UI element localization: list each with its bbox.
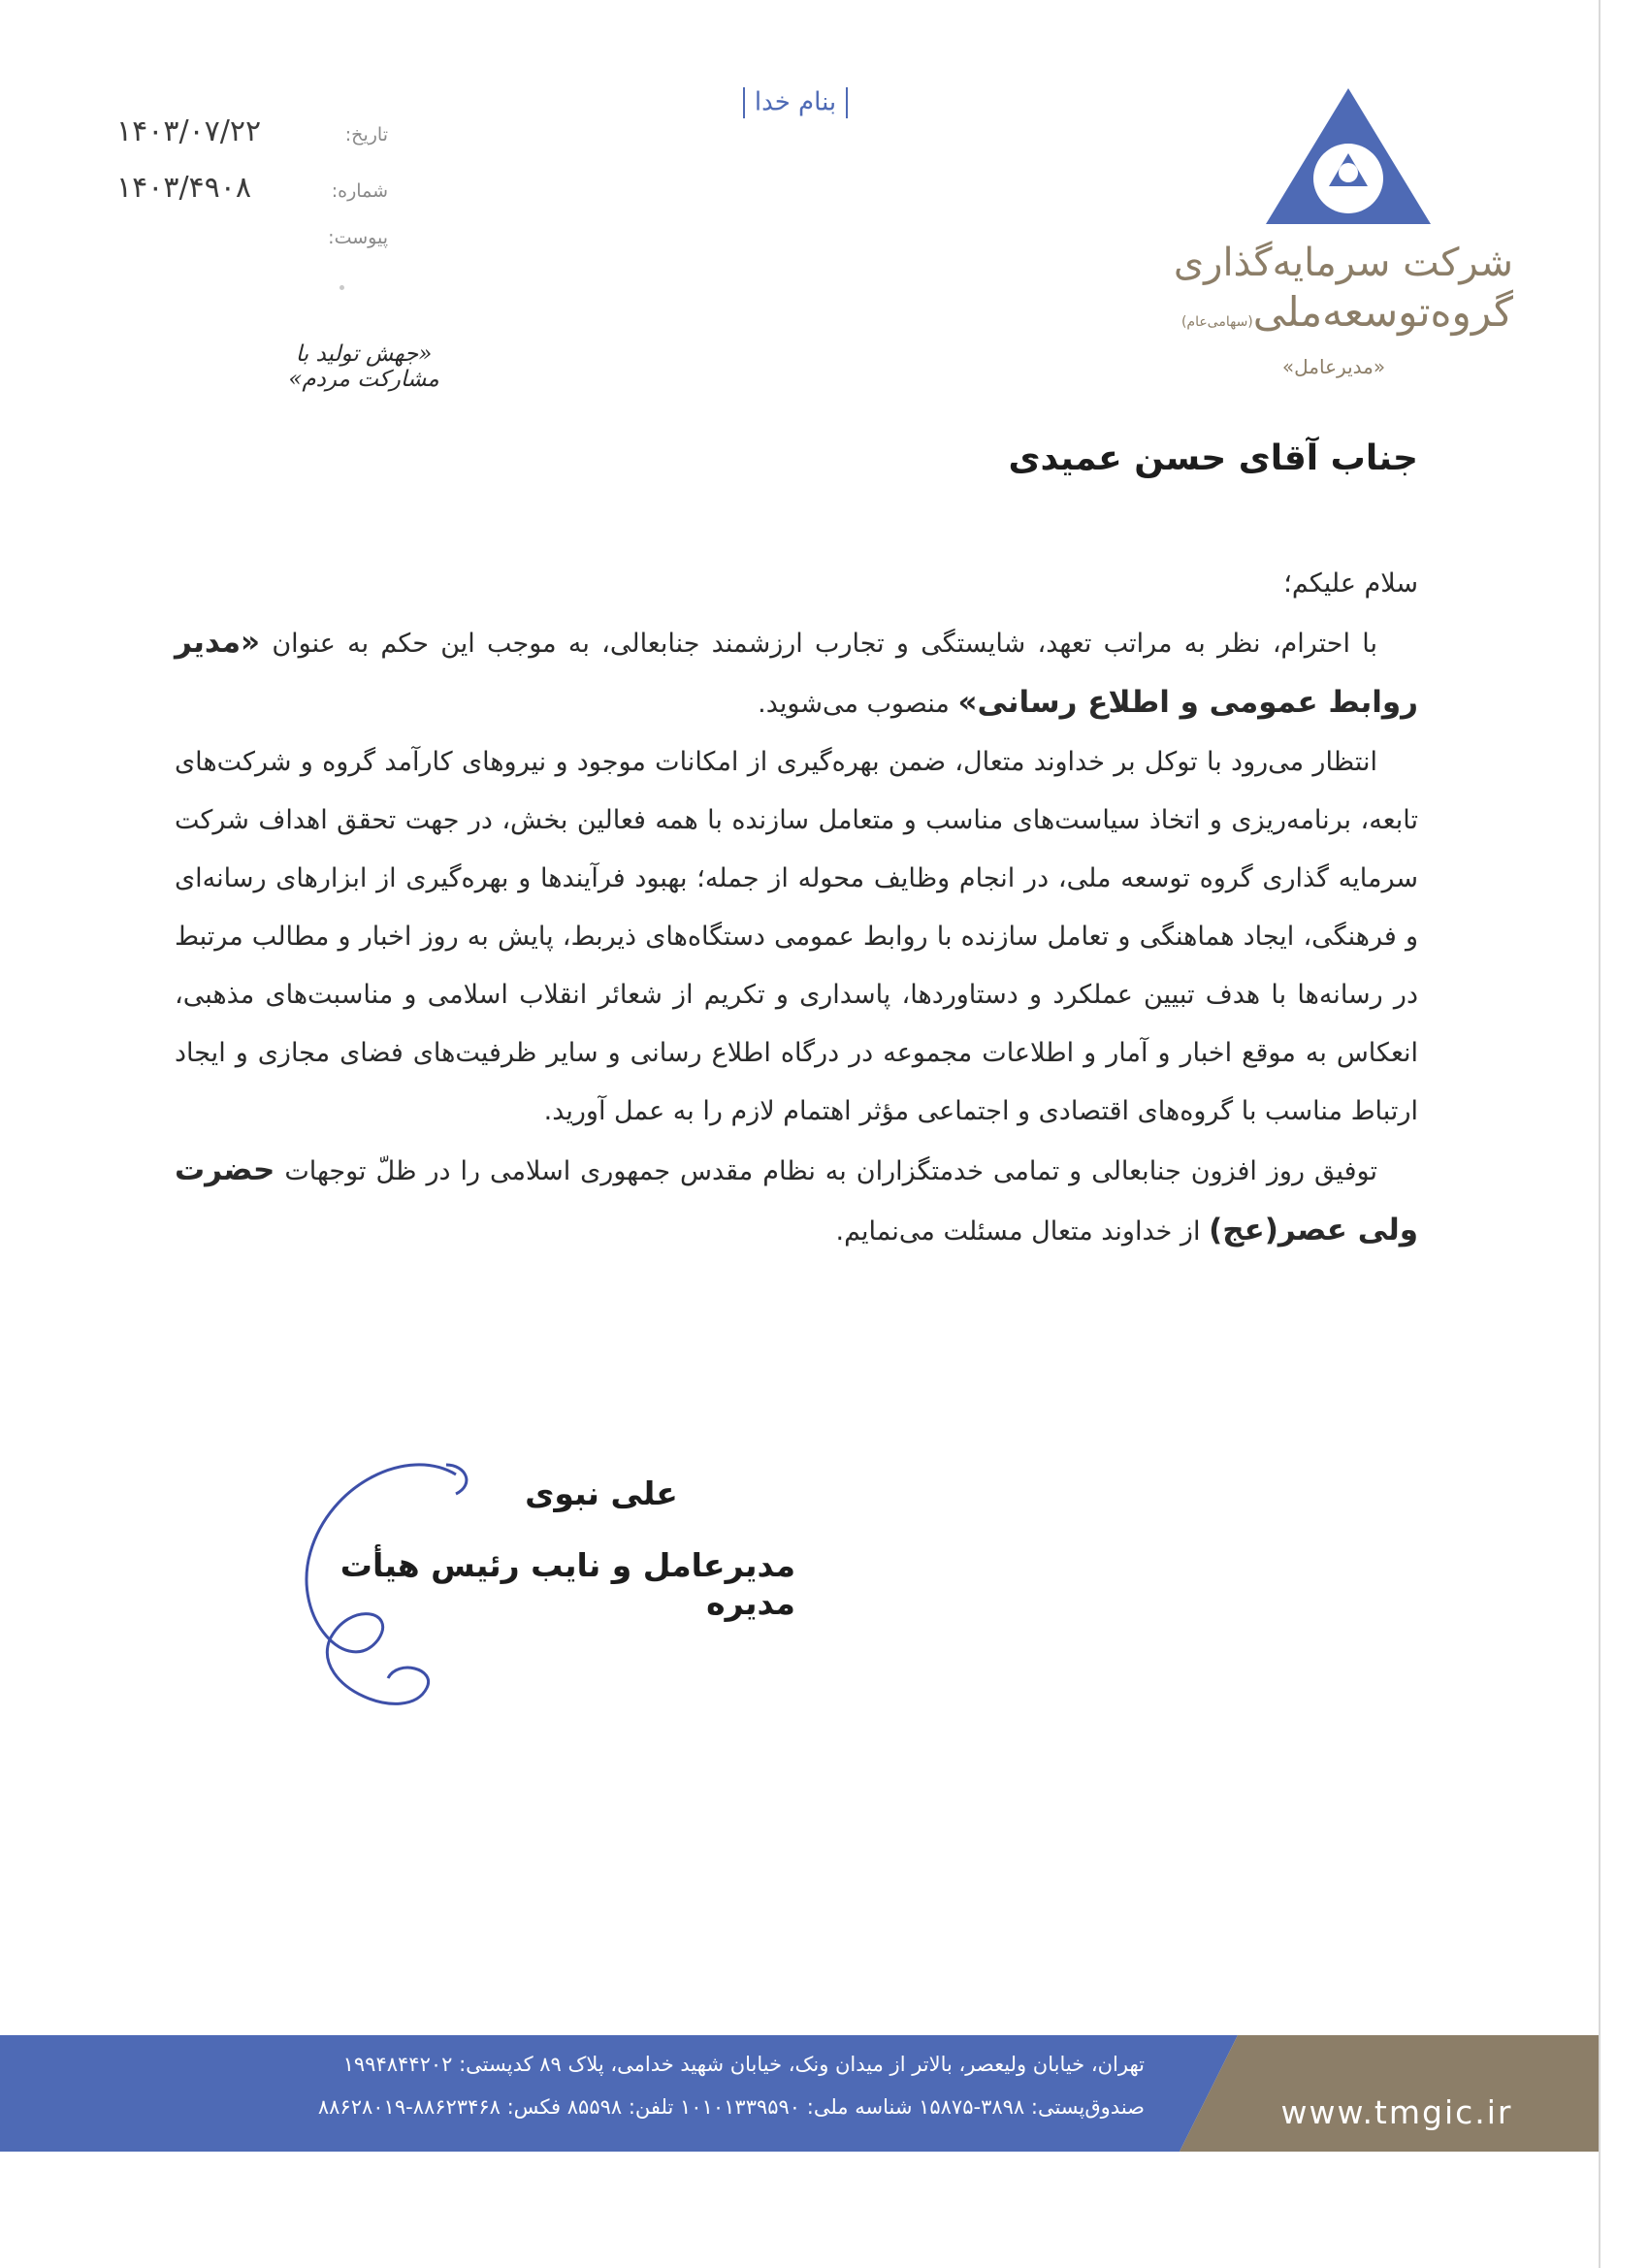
paragraph-appointment-text-a: با احترام، نظر به مراتب تعهد، شایستگی و تجارب ارزشمند جنابعالی، به موجب این حکم به عنوان (272, 629, 1377, 659)
company-name-block (1154, 239, 1513, 382)
addressee: جناب آقای حسن عمیدی (1008, 438, 1418, 478)
meta-number-value: ۱۴۰۳/۴۹۰۸ (116, 171, 252, 205)
closing-honorific: حضرت ولی عصر(عج) (175, 1152, 1418, 1247)
greeting: سلام علیکم؛ (1283, 568, 1418, 599)
meta-date-row (116, 114, 388, 171)
header-bismillah (728, 87, 863, 118)
paragraph-duties: انتظار می‌رود با توکل بر خداوند متعال، ضمن بهره‌گیری از امکانات موجود و نیروهای کارآمد گروه و شرکت‌های تابعه، برنامه‌ریزی و اتخاذ سیاست‌های مناسب و متعامل سازنده با همه فعالین بخش، در جهت تحقق اهداف شرکت سرمایه گذاری گروه توسعه ملی، در انجام وظایف محوله از جمله؛ بهبود فرآیندها و بهره‌گیری از ابزارهای رسانه‌ای و فرهنگی، ایجاد هماهنگی و تعامل سازنده با روابط عمومی دستگاه‌های ذیربط، پایش به روز اخبار و مطالب مرتبط در رسانه‌ها با هدف تبیین عملکرد و دستاوردها، پاسداری و تکریم از شعائر انقلاب اسلامی و مناسبت‌های مذهبی، انعکاس به موقع اخبار و آمار و اطلاعات مجموعه در درگاه اطلاع رسانی و سایر ظرفیت‌های فضای مجازی و ایجاد ارتباط مناسب با گروه‌های اقتصادی و اجتماعی مؤثر اهتمام لازم را به عمل آورید. (175, 747, 1418, 1126)
signer-title: مدیرعامل و نایب رئیس هیأت مدیره (340, 1546, 795, 1622)
company-name-line2 (1154, 287, 1513, 347)
company-type-note: (سهامی‌عام) (1180, 314, 1253, 330)
paragraph-closing-text-a: توفیق روز افزون جنابعالی و تمامی خدمتگزاران به نظام مقدس جمهوری اسلامی را در ظلّ توجهات (284, 1156, 1377, 1186)
letter-meta (116, 114, 388, 283)
footer-address-line1: تهران، خیابان ولیعصر، بالاتر از میدان ونک، خیابان شهید خدامی، پلاک ۸۹ کدپستی: ۱۹۹۴۸۴۴۲۰۲ (342, 2053, 1145, 2076)
company-name-line2-text: گروه‌توسعه‌ملی (1252, 288, 1513, 336)
paragraph-closing (175, 1141, 1418, 1261)
footer-address-line2: صندوق‌پستی: ۳۸۹۸-۱۵۸۷۵ شناسه ملی: ۱۰۱۰۱۳۳۹۵۹۰ تلفن: ۸۵۵۹۸ فکس: ۸۸۶۲۳۴۶۸-۸۸۶۲۸۰۱۹ (317, 2095, 1145, 2119)
meta-attachment-row (116, 227, 388, 283)
letter-body (175, 555, 1418, 1261)
motto: «جهش تولید با مشارکت مردم» (288, 341, 439, 392)
meta-date-value: ۱۴۰۳/۰۷/۲۲ (116, 114, 262, 148)
company-name-line1: شرکت سرمایه‌گذاری (1173, 241, 1513, 285)
company-logo-icon (1261, 83, 1436, 229)
paragraph-appointment (175, 613, 1418, 733)
meta-number-row (116, 171, 388, 227)
header-bar-right (846, 87, 848, 118)
paragraph-closing-text-b: از خداوند متعال مسئلت می‌نمایم. (835, 1216, 1201, 1247)
scan-speck (340, 285, 344, 290)
paragraph-appointment-text-b: منصوب می‌شوید. (758, 689, 950, 719)
company-role: «مدیرعامل» (1281, 355, 1386, 378)
footer-address (87, 2043, 1145, 2128)
footer-website-link[interactable]: www.tmgic.ir (1280, 2093, 1513, 2131)
meta-date-label: تاریخ: (344, 124, 388, 146)
signer-name: علی نبوی (525, 1474, 678, 1512)
meta-number-label: شماره: (331, 180, 388, 202)
header-bar-left (743, 87, 745, 118)
header-title-text: بنام خدا (754, 87, 837, 117)
meta-attachment-label: پیوست: (328, 227, 388, 248)
position-title: «مدیر روابط عمومی و اطلاع رسانی» (175, 625, 1418, 720)
